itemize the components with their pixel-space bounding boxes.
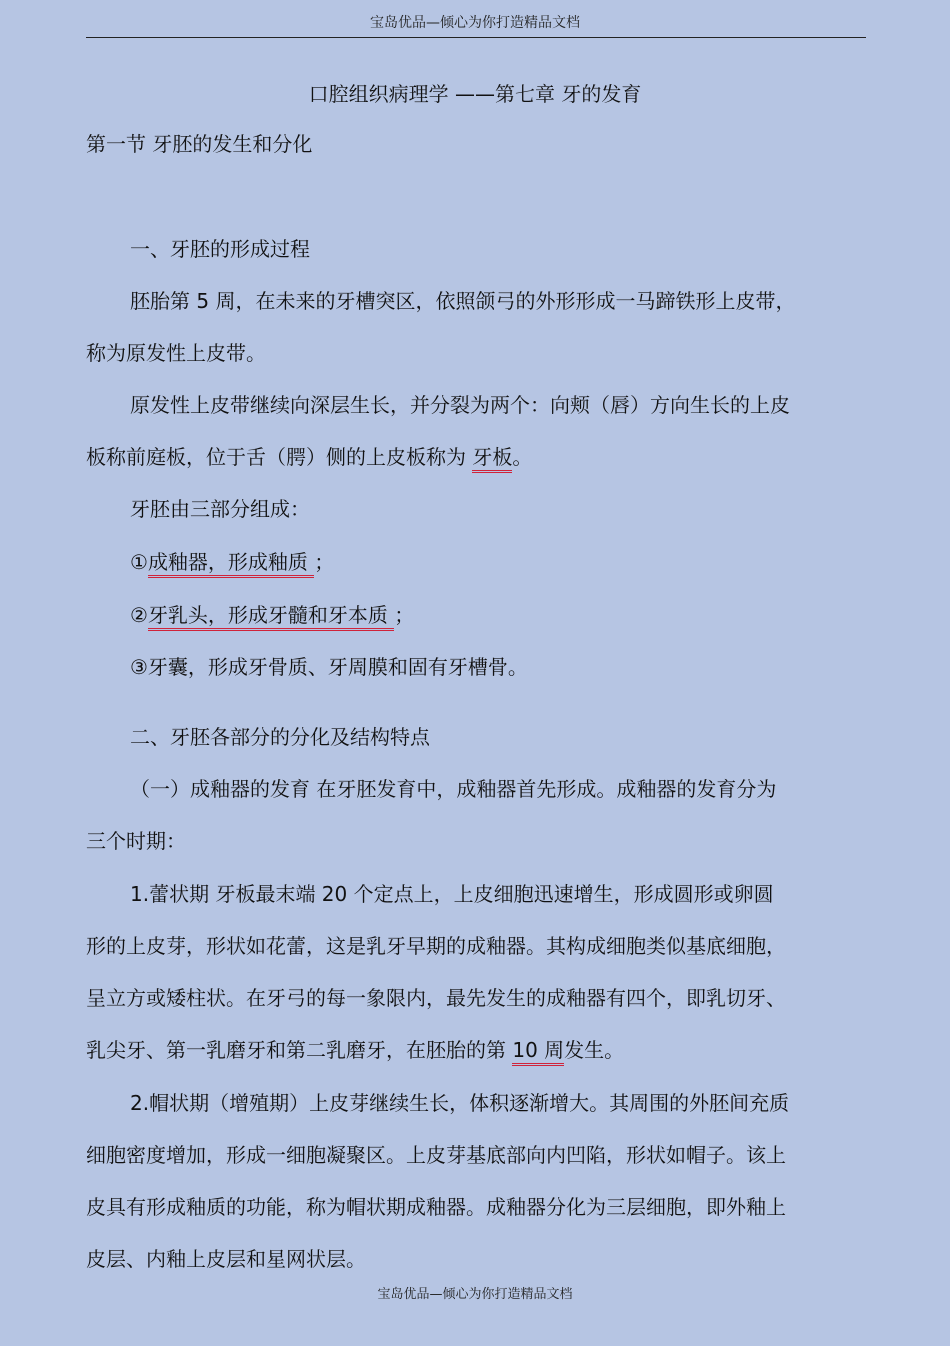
list-item-2-underlined: 牙乳头，形成牙髓和牙本质: [148, 603, 394, 631]
list-item-1-underlined: 成釉器，形成釉质: [148, 550, 314, 578]
paragraph-2-line-1: 原发性上皮带继续向深层生长，并分裂为两个：向颊（唇）方向生长的上皮: [130, 393, 790, 417]
document-title: 口腔组织病理学 ——第七章 牙的发育: [308, 82, 642, 106]
paragraph-3: 牙胚由三部分组成：: [130, 497, 310, 521]
paragraph-5-line-4-end: 发生。: [564, 1038, 625, 1062]
heading-2: 二、牙胚各部分的分化及结构特点: [130, 725, 430, 749]
page-header: 宝岛优品—倾心为你打造精品文档: [370, 15, 580, 31]
section-heading: 第一节 牙胚的发生和分化: [86, 132, 313, 156]
paragraph-4-line-1: （一）成釉器的发育 在牙胚发育中，成釉器首先形成。成釉器的发育分为: [130, 777, 777, 801]
paragraph-2-line-2: [86, 445, 532, 469]
list-item-2-number: ②: [130, 603, 148, 627]
paragraph-6-line-2: 细胞密度增加，形成一细胞凝聚区。上皮芽基底部向内凹陷，形状如帽子。该上: [86, 1143, 786, 1167]
heading-1: 一、牙胚的形成过程: [130, 237, 310, 261]
list-item-1-number: ①: [130, 550, 148, 574]
paragraph-2-line-2-text: 板称前庭板，位于舌（腭）侧的上皮板称为: [86, 445, 473, 469]
paragraph-6-line-3: 皮具有形成釉质的功能，称为帽状期成釉器。成釉器分化为三层细胞，即外釉上: [86, 1195, 786, 1219]
page-footer: 宝岛优品—倾心为你打造精品文档: [377, 1287, 573, 1302]
list-item-2: [130, 603, 414, 627]
paragraph-4-line-2: 三个时期：: [86, 829, 186, 853]
list-item-1: [130, 550, 334, 574]
paragraph-5-line-4-text: 乳尖牙、第一乳磨牙和第二乳磨牙，在胚胎的第: [86, 1038, 513, 1062]
paragraph-6-line-1: 2.帽状期（增殖期）上皮芽继续生长，体积逐渐增大。其周围的外胚间充质: [130, 1091, 790, 1115]
list-item-2-end: ；: [394, 603, 415, 627]
paragraph-5-line-3: 呈立方或矮柱状。在牙弓的每一象限内，最先发生的成釉器有四个，即乳切牙、: [86, 986, 786, 1010]
paragraph-1-line-1: 胚胎第 5 周，在未来的牙槽突区，依照颌弓的外形形成一马蹄铁形上皮带，: [130, 289, 796, 313]
underlined-term-10-weeks: 10 周: [512, 1038, 564, 1066]
paragraph-6-line-4: 皮层、内釉上皮层和星网状层。: [86, 1247, 366, 1271]
underlined-term-dental-lamina: 牙板: [472, 445, 512, 473]
paragraph-5-line-4: [86, 1038, 624, 1062]
list-item-1-end: ；: [314, 550, 335, 574]
paragraph-1-line-2: 称为原发性上皮带。: [86, 341, 266, 365]
paragraph-5-line-2: 形的上皮芽，形状如花蕾，这是乳牙早期的成釉器。其构成细胞类似基底细胞，: [86, 934, 786, 958]
paragraph-2-line-2-end: 。: [512, 445, 533, 469]
paragraph-5-line-1: 1.蕾状期 牙板最末端 20 个定点上，上皮细胞迅速增生，形成圆形或卵圆: [130, 882, 774, 906]
list-item-3: ③牙囊，形成牙骨质、牙周膜和固有牙槽骨。: [130, 655, 528, 679]
header-divider: [86, 37, 866, 38]
